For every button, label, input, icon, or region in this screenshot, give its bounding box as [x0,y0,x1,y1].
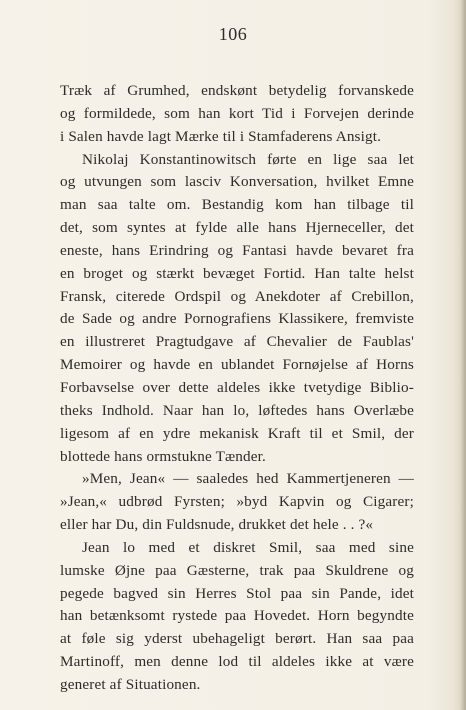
body-text [60,80,414,697]
text-line: eller har Du, din Fuldsnude, drukket det hele . . ?« [60,516,374,534]
text-line: Forbavselse over dette aldeles ikke tvetydige Biblio- [60,378,414,396]
text-line: han betænksomt rystede paa Hovedet. Horn begyndte [60,607,414,625]
text-line: »Men, Jean« — saaledes hed Kammertjeneren — [82,470,414,488]
text-line: theks Indhold. Naar han lo, løftedes hans Overlæbe [60,401,414,419]
text-line: man saa talte om. Bestandig kom han tilbage til [60,196,414,214]
text-line: Nikolaj Konstantinowitsch førte en lige saa let [82,150,414,168]
text-line: »Jean,« udbrød Fyrsten; »byd Kapvin og Cigarer; [60,493,414,511]
text-line: Memoirer og havde en ublandet Fornøjelse af Horns [60,356,414,374]
text-line: Fransk, citerede Ordspil og Anekdoter af Crebillon, [60,287,414,305]
text-line: generet af Situationen. [60,675,201,693]
text-line: de Sade og andre Pornografiens Klassikere, fremviste [60,310,414,328]
text-line: Jean lo med et diskret Smil, saa med sine [82,538,414,556]
text-line: det, som syntes at fylde alle hans Hjerneceller, det [60,219,414,237]
text-line: lumske Øjne paa Gæsterne, trak paa Skuldrene og [60,561,414,579]
page-number: 106 [218,24,248,44]
text-line: ligesom af en ydre mekanisk Kraft til et Smil, der [60,424,414,442]
text-line: at føle sig yderst ubehageligt berørt. Han saa paa [60,630,414,648]
text-line: Træk af Grumhed, endskønt betydelig forvanskede [60,82,414,99]
text-line: blottede hans ormstukne Tænder. [60,447,266,465]
text-line: eneste, hans Erindring og Fantasi havde bevaret fra [60,241,414,259]
text-line: en illustreret Pragtudgave af Chevalier de Faublas' [60,333,414,351]
page-edge-shadow [460,0,466,710]
text-line: og utvungen som lasciv Konversation, hvilket Emne [60,173,414,191]
text-line: pegede bagved sin Herres Stol paa sin Pande, idet [60,584,414,602]
text-line: og formildede, som han kort Tid i Forvejen derinde [60,104,414,122]
text-line: Martinoff, men denne lod til aldeles ikke at være [60,653,414,671]
text-line: en broget og stærkt bevæget Fortid. Han talte helst [60,264,414,282]
text-line: i Salen havde lagt Mærke til i Stamfaderens Ansigt. [60,127,382,145]
